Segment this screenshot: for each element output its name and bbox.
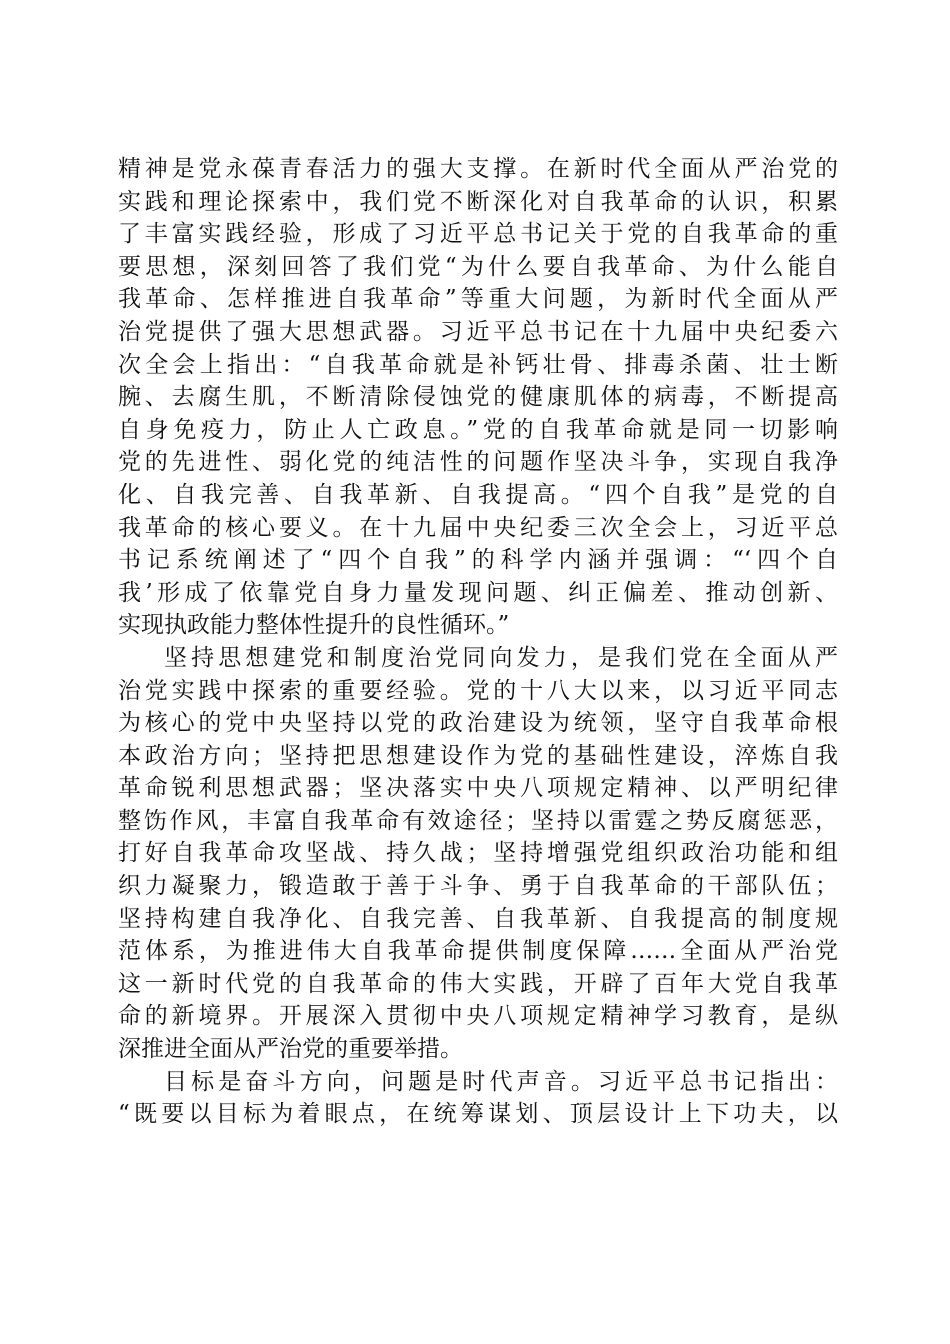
text-line: 腕、去腐生肌，不断清除侵蚀党的健康肌体的病毒，不断提高: [118, 384, 838, 411]
text-line: 范体系，为推进伟大自我革命提供制度保障……全面从严治党: [118, 938, 838, 965]
text-line: “既要以目标为着眼点，在统筹谋划、顶层设计上下功夫，以: [118, 1101, 838, 1128]
text-line: 坚持构建自我净化、自我完善、自我革新、自我提高的制度规: [118, 905, 838, 932]
text-line: 实践和理论探索中，我们党不断深化对自我革命的认识，积累: [118, 188, 838, 215]
text-line: 了丰富实践经验，形成了习近平总书记关于党的自我革命的重: [118, 221, 838, 248]
text-line: 次全会上指出：“自我革命就是补钙壮骨、排毒杀菌、壮士断: [118, 351, 838, 378]
text-line: 治党实践中探索的重要经验。党的十八大以来，以习近平同志: [118, 677, 838, 704]
text-line: 书记系统阐述了“四个自我”的科学内涵并强调：“‘四个自: [118, 547, 838, 574]
text-line: 实现执政能力整体性提升的良性循环。”: [118, 612, 510, 639]
text-line: 我’形成了依靠党自身力量发现问题、纠正偏差、推动创新、: [118, 579, 838, 606]
text-line: 为核心的党中央坚持以党的政治建设为统领，坚守自我革命根: [118, 710, 838, 737]
text-line: 打好自我革命攻坚战、持久战；坚持增强党组织政治功能和组: [118, 840, 838, 867]
text-line: 我革命、怎样推进自我革命”等重大问题，为新时代全面从严: [118, 286, 838, 313]
text-line: 自身免疫力，防止人亡政息。”党的自我革命就是同一切影响: [118, 416, 838, 443]
text-line: 党的先进性、弱化党的纯洁性的问题作坚决斗争，实现自我净: [118, 449, 838, 476]
text-line: 化、自我完善、自我革新、自我提高。“四个自我”是党的自: [118, 481, 838, 508]
text-line: 治党提供了强大思想武器。习近平总书记在十九届中央纪委六: [118, 318, 838, 345]
text-line: 这一新时代党的自我革命的伟大实践，开辟了百年大党自我革: [118, 970, 838, 997]
text-line: 要思想，深刻回答了我们党“为什么要自我革命、为什么能自: [118, 253, 838, 280]
text-line: 深推进全面从严治党的重要举措。: [118, 1036, 463, 1063]
text-line: 革命锐利思想武器；坚决落实中央八项规定精神、以严明纪律: [118, 775, 838, 802]
text-line: 整饬作风，丰富自我革命有效途径；坚持以雷霆之势反腐惩恶，: [118, 807, 838, 834]
text-line: 织力凝聚力，锻造敢于善于斗争、勇于自我革命的干部队伍；: [118, 873, 838, 900]
paragraph-start-line: 目标是奋斗方向，问题是时代声音。习近平总书记指出：: [164, 1068, 838, 1095]
text-line: 我革命的核心要义。在十九届中央纪委三次全会上，习近平总: [118, 514, 838, 541]
text-line: 精神是党永葆青春活力的强大支撑。在新时代全面从严治党的: [118, 156, 838, 182]
paragraph-start-line: 坚持思想建党和制度治党同向发力，是我们党在全面从严: [164, 644, 838, 671]
text-line: 命的新境界。开展深入贯彻中央八项规定精神学习教育，是纵: [118, 1003, 838, 1030]
text-line: 本政治方向；坚持把思想建设作为党的基础性建设，淬炼自我: [118, 742, 838, 769]
body-text: [118, 153, 838, 1131]
